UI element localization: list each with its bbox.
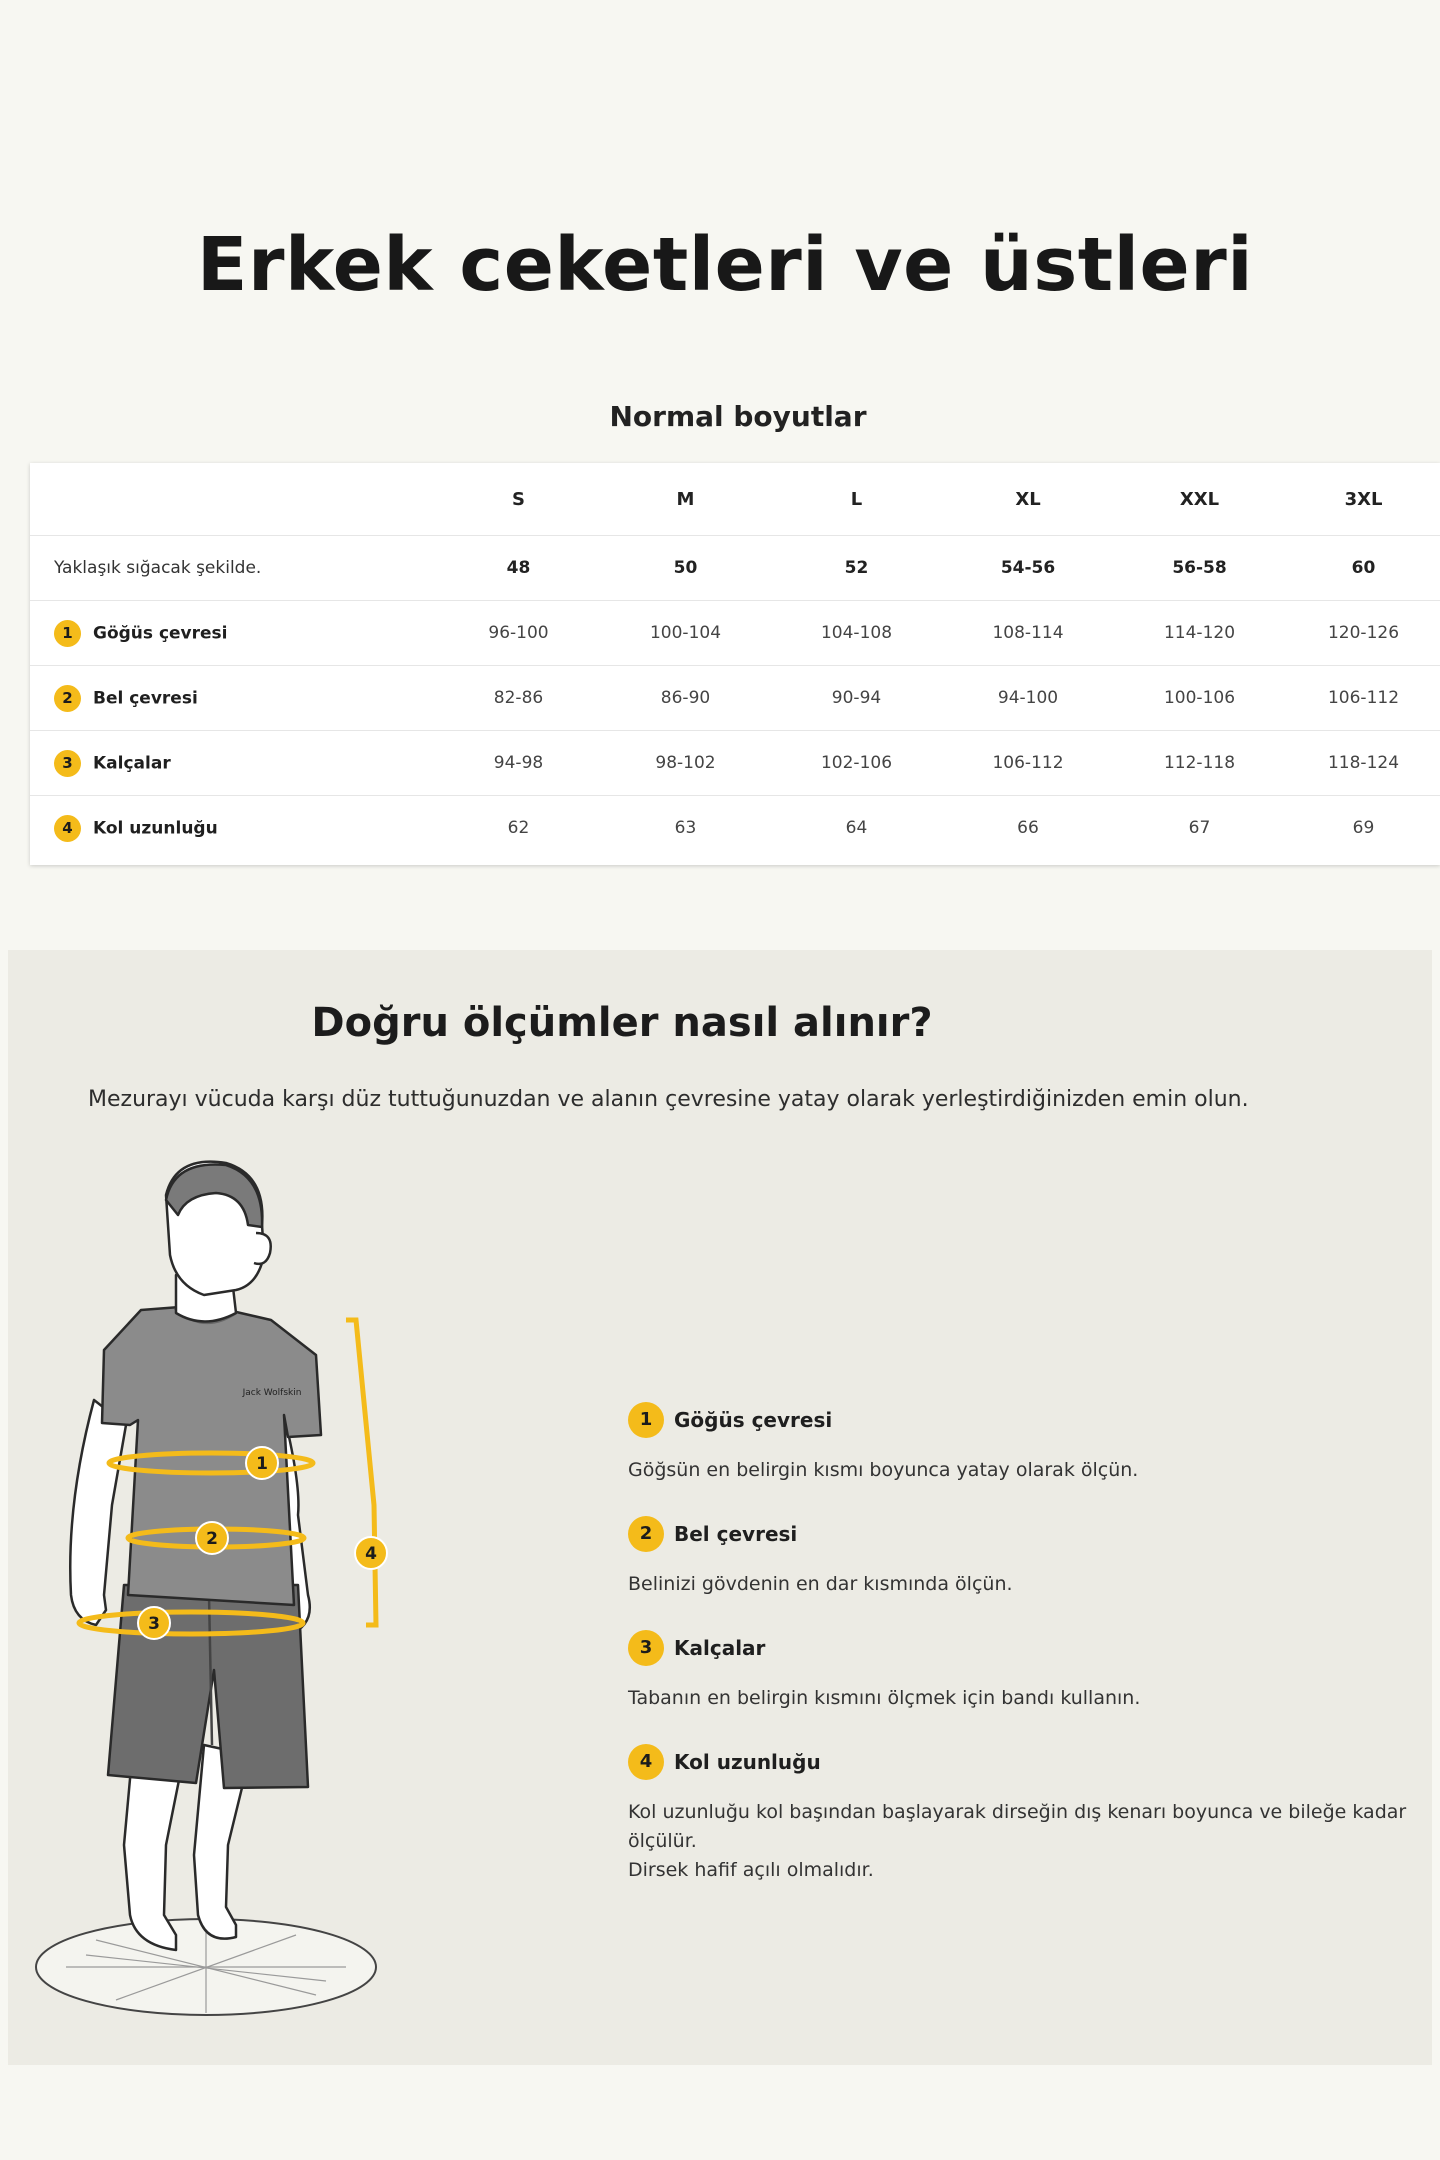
table-cell: 50 — [602, 536, 769, 601]
table-cell: 82-86 — [435, 666, 602, 731]
guide-title: Doğru ölçümler nasıl alınır? — [311, 1000, 933, 1046]
table-cell: 106-112 — [1287, 666, 1440, 731]
step-description-line: Kol uzunluğu kol başından başlayarak dirseğin dış kenarı boyunca ve bileğe kadar ölçülür. — [628, 1801, 1407, 1852]
table-cell: 90-94 — [769, 666, 944, 731]
table-cell: 60 — [1287, 536, 1440, 601]
step-sleeve — [628, 1744, 1428, 1885]
size-table — [30, 463, 1440, 860]
header-corner — [30, 463, 435, 536]
step-title: Kol uzunluğu — [674, 1750, 821, 1774]
table-row-waist — [30, 666, 1440, 731]
table-cell: 62 — [507, 818, 530, 838]
table-cell: 64 — [845, 818, 868, 838]
size-header: XXL — [1112, 463, 1287, 536]
table-cell: 104-108 — [769, 601, 944, 666]
table-cell: 114-120 — [1112, 601, 1287, 666]
fit-row-label: Yaklaşık sığacak şekilde. — [30, 536, 435, 601]
table-cell: 63 — [674, 818, 697, 838]
table-cell: 52 — [769, 536, 944, 601]
figure-badge-4: 4 — [365, 1544, 377, 1564]
step-description: Tabanın en belirgin kısmını ölçmek için bandı kullanın. — [628, 1687, 1141, 1709]
table-cell: 54-56 — [944, 536, 1112, 601]
measurement-steps — [628, 1402, 1428, 1916]
size-header: XL — [944, 463, 1112, 536]
number-badge: 3 — [54, 750, 81, 777]
table-cell: 98-102 — [602, 731, 769, 796]
table-row-chest — [30, 601, 1440, 666]
size-header: 3XL — [1287, 463, 1440, 536]
sleeve-line — [346, 1320, 376, 1625]
step-title: Göğüs çevresi — [674, 1408, 833, 1432]
table-cell: 112-118 — [1112, 731, 1287, 796]
row-label: Kalçalar — [93, 753, 171, 773]
size-header: M — [602, 463, 769, 536]
figure-badge-2: 2 — [206, 1529, 218, 1549]
table-cell: 56-58 — [1112, 536, 1287, 601]
row-label: Bel çevresi — [93, 688, 198, 708]
number-badge: 2 — [54, 685, 81, 712]
table-cell: 94-98 — [435, 731, 602, 796]
table-cell: 66 — [1017, 818, 1039, 838]
table-cell: 48 — [435, 536, 602, 601]
size-header-row — [30, 463, 1440, 536]
step-description: Belinizi gövdenin en dar kısmında ölçün. — [628, 1573, 1013, 1595]
step-title: Kalçalar — [674, 1636, 766, 1660]
row-label: Kol uzunluğu — [93, 818, 218, 838]
step-description: Göğsün en belirgin kısmı boyunca yatay olarak ölçün. — [628, 1459, 1139, 1481]
person-figure — [70, 1162, 321, 1950]
fit-row — [30, 536, 1440, 601]
size-table-subtitle: Normal boyutlar — [609, 400, 867, 433]
body-measurement-figure — [26, 1155, 406, 2035]
step-description-line: Dirsek hafif açılı olmalıdır. — [628, 1859, 874, 1881]
table-cell: 106-112 — [944, 731, 1112, 796]
step-hips — [628, 1630, 1428, 1713]
table-cell: 120-126 — [1287, 601, 1440, 666]
table-cell: 96-100 — [435, 601, 602, 666]
number-badge: 3 — [628, 1630, 664, 1666]
number-badge: 1 — [54, 620, 81, 647]
size-header: L — [769, 463, 944, 536]
table-cell: 102-106 — [769, 731, 944, 796]
page-title: Erkek ceketleri ve üstleri — [196, 222, 1254, 308]
number-badge: 4 — [54, 815, 81, 842]
number-badge: 4 — [628, 1744, 664, 1780]
guide-intro: Mezurayı vücuda karşı düz tuttuğunuzdan ve alanın çevresine yatay olarak yerleştirdiğinizden emin olun. — [88, 1087, 1249, 1112]
step-description — [628, 1798, 1428, 1885]
table-cell: 100-106 — [1112, 666, 1287, 731]
table-row-hips — [30, 731, 1440, 796]
figure-badge-3: 3 — [148, 1614, 160, 1634]
table-cell: 118-124 — [1287, 731, 1440, 796]
table-cell: 86-90 — [602, 666, 769, 731]
table-cell: 67 — [1188, 818, 1211, 838]
step-title: Bel çevresi — [674, 1522, 798, 1546]
table-cell: 108-114 — [944, 601, 1112, 666]
table-cell: 94-100 — [944, 666, 1112, 731]
measurement-guide-panel — [8, 950, 1432, 2065]
table-cell: 69 — [1352, 818, 1375, 838]
step-waist — [628, 1516, 1428, 1599]
size-table-card — [30, 463, 1440, 865]
number-badge: 1 — [628, 1402, 664, 1438]
row-label: Göğüs çevresi — [93, 623, 228, 643]
shirt-logo: Jack Wolfskin — [242, 1388, 302, 1398]
step-chest — [628, 1402, 1428, 1485]
size-header: S — [435, 463, 602, 536]
table-row-sleeve — [30, 796, 1440, 861]
table-cell: 100-104 — [602, 601, 769, 666]
number-badge: 2 — [628, 1516, 664, 1552]
figure-badge-1: 1 — [256, 1454, 268, 1474]
